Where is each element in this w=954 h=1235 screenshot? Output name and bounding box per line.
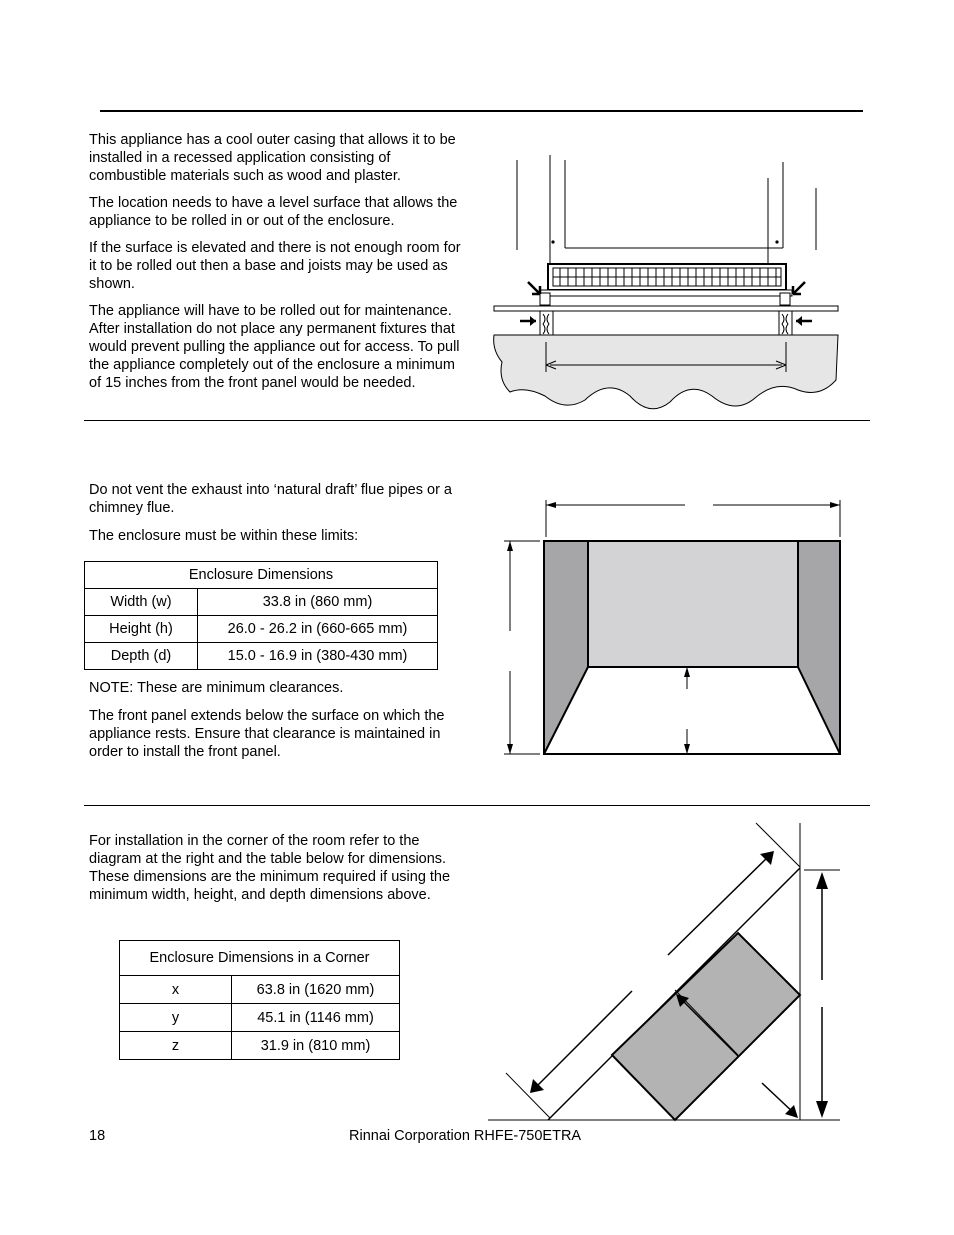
footer-publisher: Rinnai Corporation RHFE-750ETRA [349,1128,582,1144]
table-header: Enclosure Dimensions [85,562,438,589]
s2-note: NOTE: These are minimum clearances. [89,680,344,696]
row-value: 45.1 in (1146 mm) [232,1004,400,1032]
table-row [85,589,438,616]
row-label: Depth (d) [85,643,198,670]
table-row [120,976,400,1004]
s1-paragraph-3: If the surface is elevated and there is not enough room for it to be rolled out then a base and joists may be used as shown. [89,240,461,292]
s1-paragraph-4: The appliance will have to be rolled out for maintenance. After installation do not place any permanent fixtures that would prevent pulling the appliance out for access. To pull the appliance completely out of the enclosure a minimum of 15 inches from the front panel would be needed. [89,303,460,391]
row-label: Height (h) [85,616,198,643]
s1-paragraph-1: This appliance has a cool outer casing that allows it to be installed in a recessed application consisting of combustible materials such as wood and plaster. [89,132,456,184]
s3-paragraph-1: For installation in the corner of the room refer to the diagram at the right and the table below for dimensions. These dimensions are the minimum required if using the minimum width, height, and depth dimensions above. [89,833,451,903]
table-header: Enclosure Dimensions in a Corner [120,941,400,976]
table-row [85,616,438,643]
row-label: x [120,976,232,1004]
row-value: 33.8 in (860 mm) [198,589,438,616]
row-label: z [120,1032,232,1060]
row-value: 31.9 in (810 mm) [232,1032,400,1060]
s2-paragraph-2: The enclosure must be within these limits: [89,528,359,544]
row-value: 26.0 - 26.2 in (660-665 mm) [198,616,438,643]
row-value: 63.8 in (1620 mm) [232,976,400,1004]
s1-paragraph-2: The location needs to have a level surface that allows the appliance to be rolled in or out of the enclosure. [89,195,458,229]
row-value: 15.0 - 16.9 in (380-430 mm) [198,643,438,670]
table-row [120,1004,400,1032]
s2-paragraph-1: Do not vent the exhaust into ‘natural draft’ flue pipes or a chimney flue. [89,482,452,516]
enclosure-dimensions-table [84,561,438,670]
corner-dimensions-table [119,940,400,1060]
recessed-install-diagram [480,150,860,420]
enclosure-front-diagram [500,495,850,765]
row-label: Width (w) [85,589,198,616]
table-row [120,1032,400,1060]
table-row [85,643,438,670]
s2-paragraph-3: The front panel extends below the surface on which the appliance rests. Ensure that clearance is maintained in order to install the front panel. [89,708,445,760]
page-number: 18 [89,1128,106,1144]
header-rule [100,110,863,112]
row-label: y [120,1004,232,1032]
section1-divider [84,420,870,421]
corner-install-diagram [480,815,860,1135]
section2-divider [84,805,870,806]
